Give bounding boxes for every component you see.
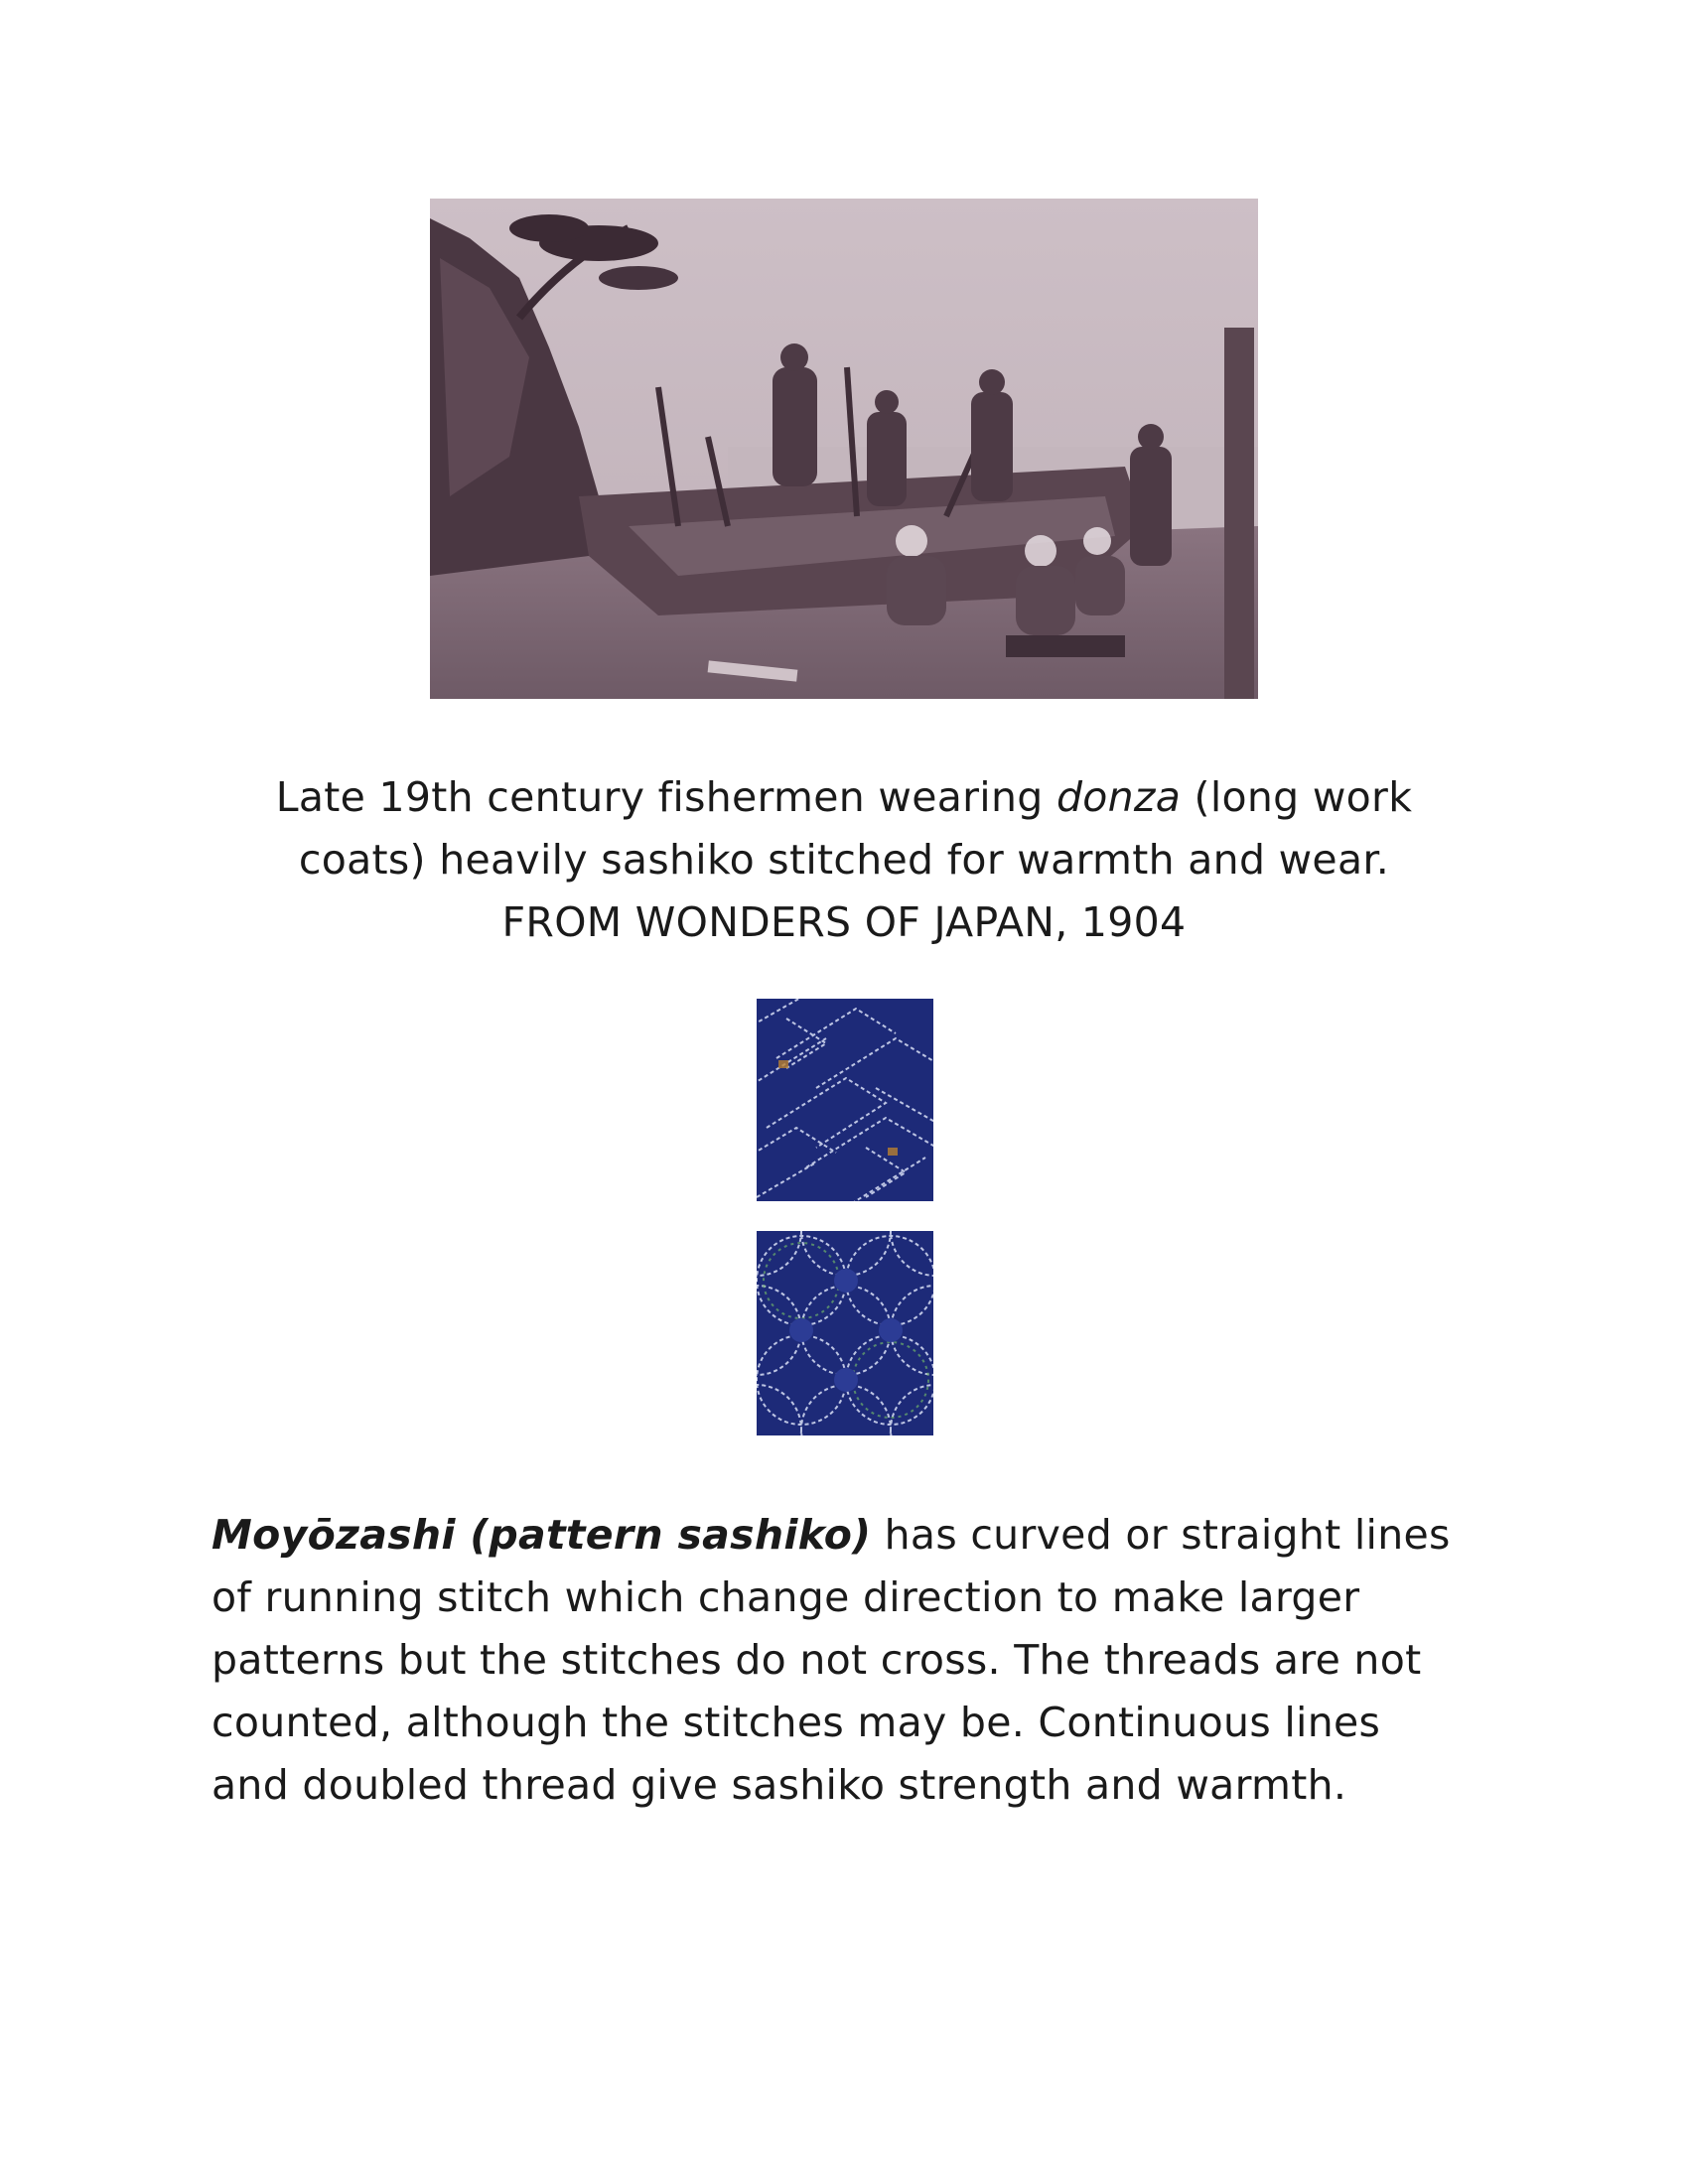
body-line-3: patterns but the stitches do not cross. The threads are not — [211, 1636, 1422, 1684]
caption-line-1: Late 19th century fishermen wearing donza (long work — [275, 773, 1413, 821]
body-line-1: Moyōzashi (pattern sashiko) has curved or straight lines — [211, 1511, 1451, 1559]
caption-line-2: coats) heavily sashiko stitched for warmth and wear. — [298, 836, 1390, 884]
body-paragraph — [211, 1504, 1502, 1817]
caption-source: FROM WONDERS OF JAPAN, 1904 — [501, 898, 1187, 946]
shippo-sashiko-swatch — [757, 1231, 933, 1435]
historic-fishermen-photo — [430, 199, 1258, 699]
body-line-4: counted, although the stitches may be. Continuous lines — [211, 1699, 1381, 1746]
caption-term-donza: donza — [1055, 773, 1182, 821]
body-line-5: and doubled thread give sashiko strength and warmth. — [211, 1761, 1347, 1809]
sayagata-pattern — [757, 999, 933, 1201]
photo-illustration — [430, 199, 1258, 699]
photo-caption — [199, 766, 1489, 954]
shippo-pattern — [757, 1231, 933, 1435]
body-line-2: of running stitch which change direction to make larger — [211, 1573, 1360, 1621]
term-moyozashi: Moyōzashi (pattern sashiko) — [211, 1511, 872, 1559]
sayagata-sashiko-swatch — [757, 999, 933, 1201]
